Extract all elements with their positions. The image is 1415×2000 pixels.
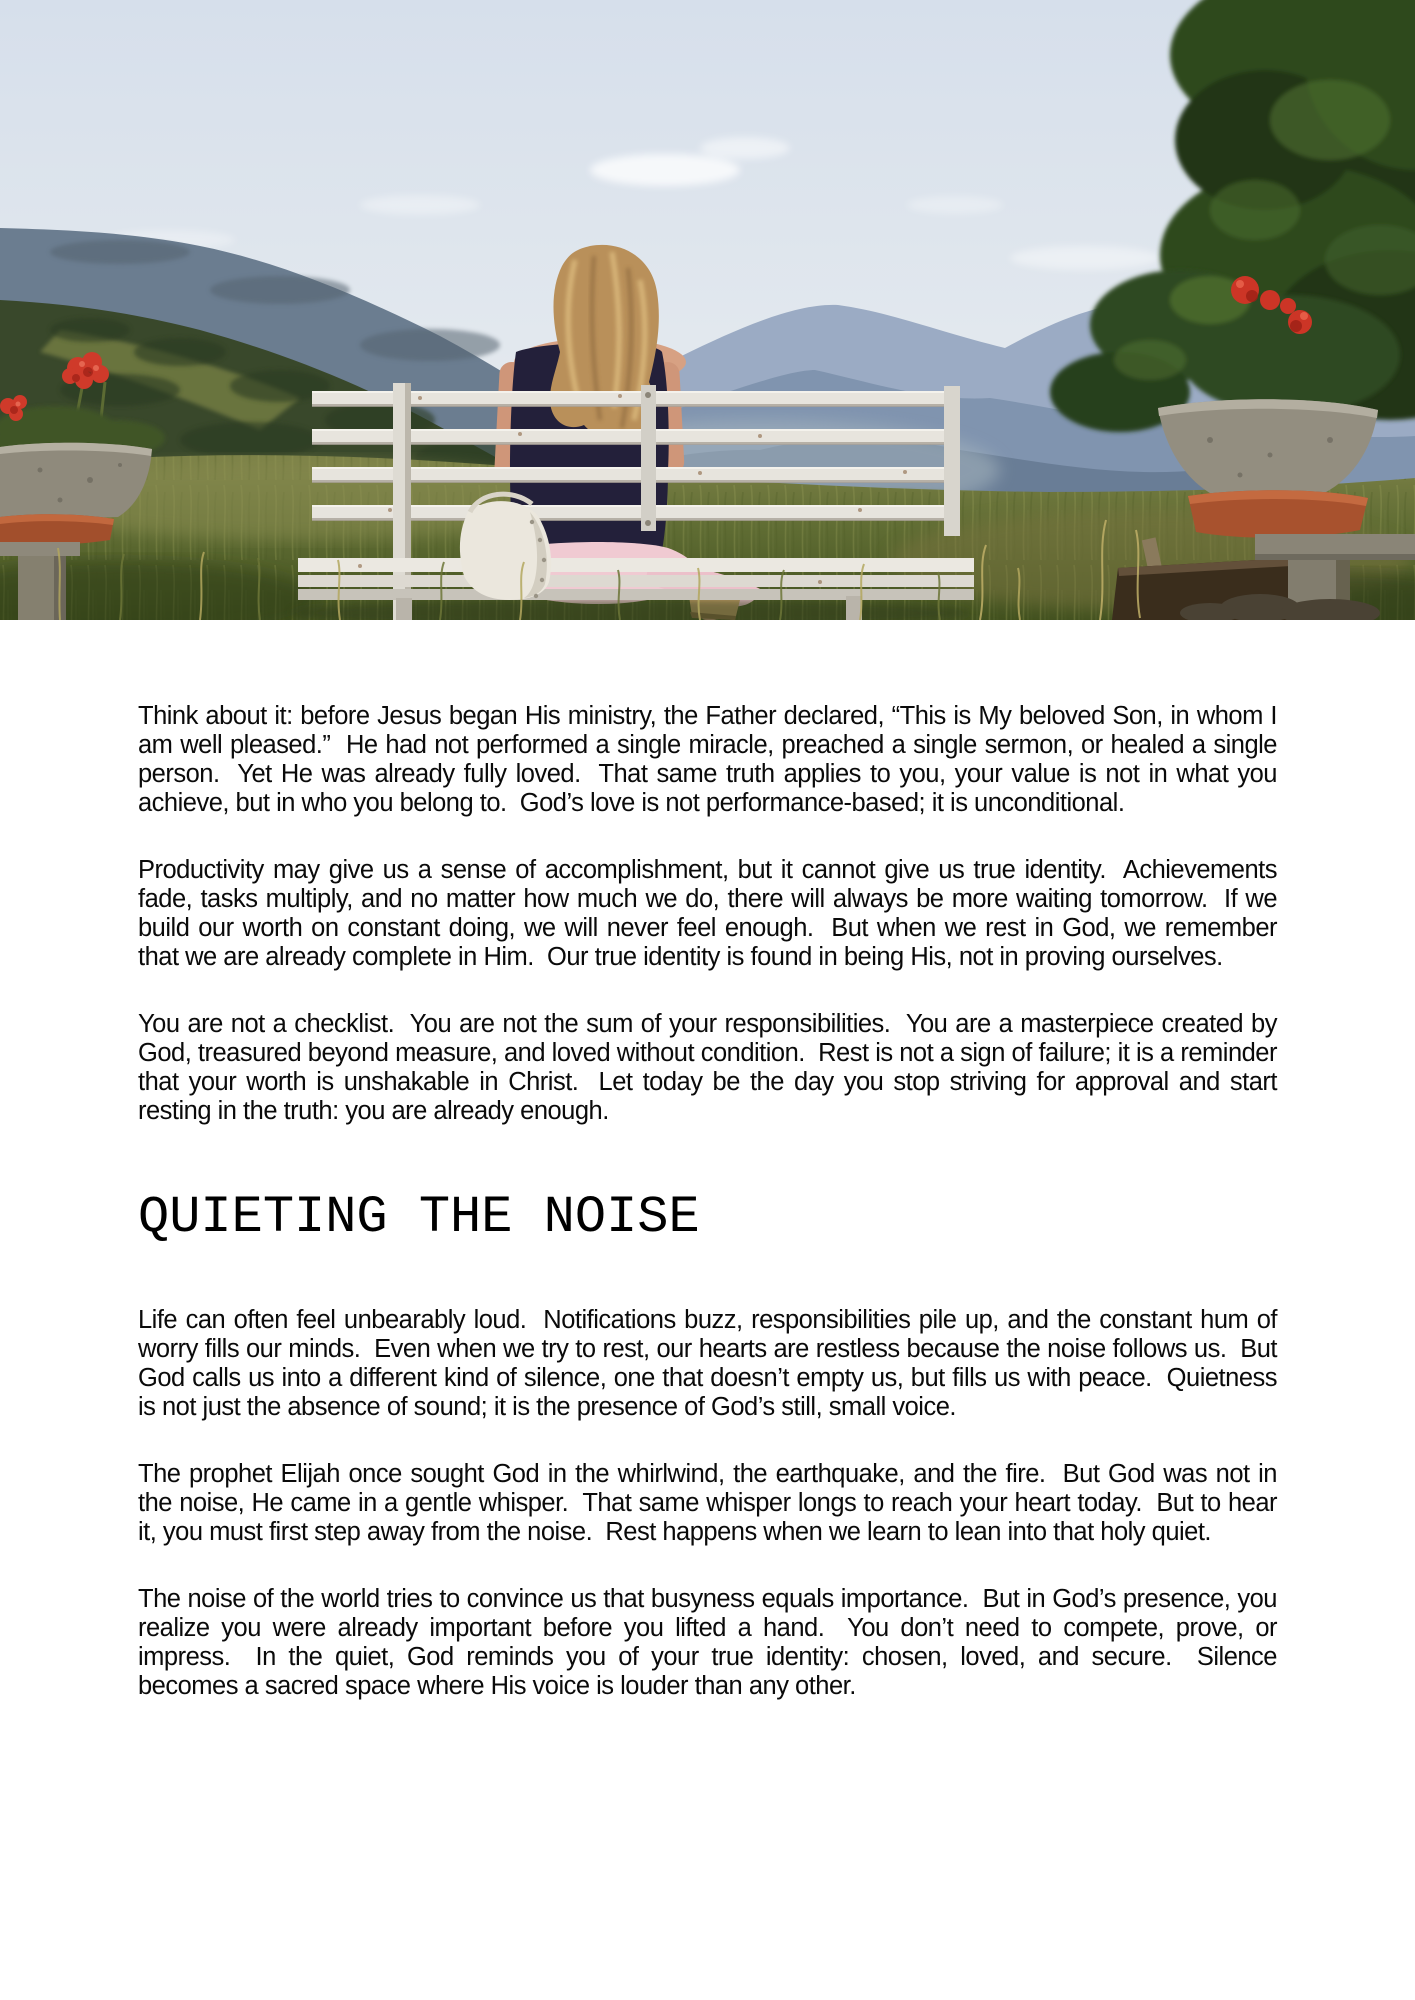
paragraph-1: Think about it: before Jesus began His ministry, the Father declared, “This is My beloved Son, in whom I am well pleased.” He had not performed a single miracle, preached a single sermon, or healed a single person. Yet He was already fully loved. That same truth applies to you, your value is not in what you achieve, but in who you belong to. God’s love is not performance-based; it is unconditional. xyxy=(138,702,1284,817)
pedestal-left xyxy=(0,542,80,556)
hero-photo-svg xyxy=(0,0,1415,620)
paragraph-5: The prophet Elijah once sought God in the whirlwind, the earthquake, and the fire. But God was not in the noise, He came in a gentle whisper. That same whisper longs to reach your heart today. But to hear it, you must first step away from the noise. Rest happens when we learn to lean into that holy quiet. xyxy=(138,1460,1284,1546)
hero-image xyxy=(0,0,1415,620)
paragraph-3: You are not a checklist. You are not the sum of your responsibilities. You are a masterpiece created by God, treasured beyond measure, and loved without condition. Rest is not a sign of failure; it is a reminder that your worth is unshakable in Christ. Let today be the day you stop striving for approval and start resting in the truth: you are already enough. xyxy=(138,1010,1284,1125)
section-heading: QUIETING THE NOISE xyxy=(138,1188,700,1247)
paragraph-4: Life can often feel unbearably loud. Notifications buzz, responsibilities pile up, and the constant hum of worry fills our minds. Even when we try to rest, our hearts are restless because the noise follows us. But God calls us into a different kind of silence, one that doesn’t empty us, but fills us with peace. Quietness is not just the absence of sound; it is the presence of God’s still, small voice. xyxy=(138,1306,1284,1421)
paragraph-2: Productivity may give us a sense of accomplishment, but it cannot give us true identity. Achievements fade, tasks multiply, and no matter how much we do, there will always be more waiting tomorrow. If we build our worth on constant doing, we will never feel enough. But when we rest in God, we remember that we are already complete in Him. Our true identity is found in being His, not in proving ourselves. xyxy=(138,856,1284,971)
paragraph-6: The noise of the world tries to convince us that busyness equals importance. But in God’s presence, you realize you were already important before you lifted a hand. You don’t need to compete, prove, or impress. In the quiet, God reminds you of your true identity: chosen, loved, and secure. Silence becomes a sacred space where His voice is louder than any other. xyxy=(138,1585,1284,1700)
article-body xyxy=(0,620,1415,1701)
